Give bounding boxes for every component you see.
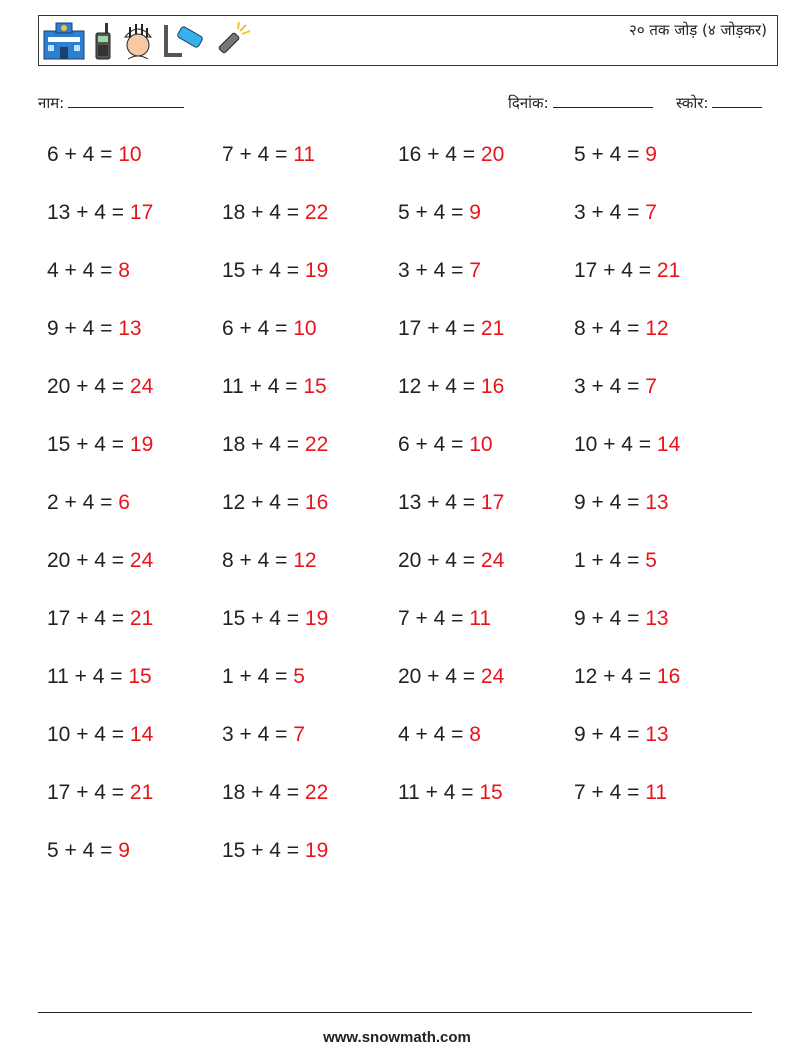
problem-answer: 21 bbox=[129, 781, 154, 804]
problem-answer: 6 bbox=[118, 491, 130, 514]
footer-url[interactable]: www.snowmath.com bbox=[323, 1029, 471, 1046]
problem-answer: 17 bbox=[480, 491, 505, 514]
problem-answer: 15 bbox=[128, 665, 152, 688]
problem-item bbox=[47, 723, 153, 747]
problem-item bbox=[222, 433, 328, 457]
score-label: स्कोर: bbox=[676, 94, 709, 112]
problem-item bbox=[574, 781, 667, 805]
problem-expression: 7 + 4 = bbox=[398, 607, 470, 630]
problem-answer: 5 bbox=[645, 549, 657, 572]
handcuffs-icon bbox=[162, 21, 206, 61]
problem-item bbox=[398, 375, 504, 399]
problem-answer: 24 bbox=[129, 549, 154, 572]
problem-answer: 16 bbox=[304, 491, 329, 514]
problem-expression: 18 + 4 = bbox=[222, 433, 305, 456]
problem-item bbox=[47, 375, 153, 399]
problem-answer: 8 bbox=[469, 723, 481, 746]
problem-item bbox=[47, 317, 142, 341]
problem-item bbox=[574, 201, 657, 225]
problem-expression: 4 + 4 = bbox=[47, 259, 119, 282]
problem-answer: 13 bbox=[118, 317, 142, 340]
problem-expression: 1 + 4 = bbox=[222, 665, 294, 688]
problem-answer: 14 bbox=[129, 723, 154, 746]
problem-answer: 9 bbox=[645, 143, 657, 166]
problem-item bbox=[574, 143, 657, 167]
problem-answer: 10 bbox=[118, 143, 142, 166]
problem-item bbox=[47, 839, 130, 863]
problem-item bbox=[574, 665, 680, 689]
problem-answer: 24 bbox=[480, 549, 505, 572]
footer-divider bbox=[38, 1012, 752, 1013]
problem-expression: 11 + 4 = bbox=[398, 781, 480, 804]
problem-item bbox=[222, 549, 317, 573]
problem-answer: 7 bbox=[645, 201, 657, 224]
problem-answer: 17 bbox=[129, 201, 154, 224]
problem-expression: 11 + 4 = bbox=[222, 375, 304, 398]
problem-item bbox=[398, 723, 481, 747]
date-label: दिनांक: bbox=[508, 94, 549, 112]
problem-item bbox=[222, 781, 328, 805]
problem-item bbox=[574, 375, 657, 399]
problem-item bbox=[398, 259, 481, 283]
problem-answer: 13 bbox=[645, 723, 669, 746]
problem-item bbox=[574, 433, 680, 457]
problem-expression: 18 + 4 = bbox=[222, 201, 305, 224]
problem-expression: 9 + 4 = bbox=[47, 317, 119, 340]
problem-expression: 20 + 4 = bbox=[398, 549, 481, 572]
problem-item bbox=[574, 549, 657, 573]
problem-expression: 8 + 4 = bbox=[222, 549, 294, 572]
problem-answer: 19 bbox=[129, 433, 154, 456]
problem-expression: 3 + 4 = bbox=[222, 723, 294, 746]
problem-answer: 19 bbox=[304, 839, 329, 862]
problem-expression: 15 + 4 = bbox=[222, 839, 305, 862]
problem-expression: 12 + 4 = bbox=[398, 375, 481, 398]
problem-expression: 20 + 4 = bbox=[47, 375, 130, 398]
problem-expression: 1 + 4 = bbox=[574, 549, 646, 572]
problem-answer: 12 bbox=[293, 549, 317, 572]
problem-expression: 20 + 4 = bbox=[398, 665, 481, 688]
problem-answer: 14 bbox=[656, 433, 681, 456]
problem-item bbox=[398, 433, 493, 457]
problem-expression: 17 + 4 = bbox=[47, 781, 130, 804]
problem-item bbox=[222, 839, 328, 863]
problem-answer: 5 bbox=[293, 665, 305, 688]
score-field bbox=[676, 93, 762, 113]
problem-item bbox=[398, 549, 504, 573]
problem-answer: 8 bbox=[118, 259, 130, 282]
problem-expression: 9 + 4 = bbox=[574, 491, 646, 514]
problem-answer: 12 bbox=[645, 317, 669, 340]
problem-item bbox=[574, 491, 669, 515]
problem-expression: 17 + 4 = bbox=[47, 607, 130, 630]
problem-item bbox=[398, 143, 504, 167]
problem-answer: 13 bbox=[645, 607, 669, 630]
problem-expression: 15 + 4 = bbox=[222, 259, 305, 282]
problem-item bbox=[574, 259, 680, 283]
problem-answer: 10 bbox=[469, 433, 493, 456]
name-label: नाम: bbox=[38, 94, 65, 112]
problem-item bbox=[222, 259, 328, 283]
problem-answer: 22 bbox=[304, 433, 329, 456]
problem-expression: 8 + 4 = bbox=[574, 317, 646, 340]
problem-answer: 19 bbox=[304, 259, 329, 282]
problem-answer: 24 bbox=[129, 375, 154, 398]
problem-expression: 10 + 4 = bbox=[574, 433, 657, 456]
problem-item bbox=[47, 781, 153, 805]
problem-expression: 17 + 4 = bbox=[398, 317, 481, 340]
problem-expression: 9 + 4 = bbox=[574, 723, 646, 746]
flashlight-icon bbox=[212, 21, 252, 61]
problem-answer: 21 bbox=[129, 607, 154, 630]
problem-answer: 11 bbox=[645, 781, 668, 804]
problem-item bbox=[222, 143, 315, 167]
problem-item bbox=[222, 201, 328, 225]
problem-expression: 2 + 4 = bbox=[47, 491, 119, 514]
problem-expression: 11 + 4 = bbox=[47, 665, 129, 688]
problem-answer: 22 bbox=[304, 201, 329, 224]
problem-answer: 24 bbox=[480, 665, 505, 688]
problem-expression: 4 + 4 = bbox=[398, 723, 470, 746]
problem-answer: 15 bbox=[479, 781, 503, 804]
problem-item bbox=[574, 723, 669, 747]
date-field bbox=[508, 93, 653, 113]
problem-answer: 19 bbox=[304, 607, 329, 630]
problem-expression: 15 + 4 = bbox=[222, 607, 305, 630]
problem-item bbox=[47, 491, 130, 515]
prisoner-icon bbox=[120, 21, 156, 61]
police-station-icon bbox=[42, 21, 86, 61]
walkie-talkie-icon bbox=[92, 21, 114, 61]
problem-expression: 13 + 4 = bbox=[398, 491, 481, 514]
problem-item bbox=[398, 665, 504, 689]
problem-expression: 20 + 4 = bbox=[47, 549, 130, 572]
problem-item bbox=[47, 143, 142, 167]
problem-answer: 15 bbox=[303, 375, 327, 398]
problem-answer: 16 bbox=[656, 665, 681, 688]
problem-item bbox=[222, 491, 328, 515]
problem-expression: 6 + 4 = bbox=[398, 433, 470, 456]
problem-answer: 13 bbox=[645, 491, 669, 514]
problem-expression: 15 + 4 = bbox=[47, 433, 130, 456]
header-icons bbox=[42, 19, 252, 63]
problem-item bbox=[47, 433, 153, 457]
problem-answer: 10 bbox=[293, 317, 317, 340]
problem-item bbox=[47, 201, 153, 225]
problem-answer: 9 bbox=[118, 839, 130, 862]
problem-item bbox=[222, 375, 327, 399]
name-blank[interactable] bbox=[68, 93, 184, 108]
problem-item bbox=[398, 607, 491, 631]
problem-answer: 21 bbox=[480, 317, 505, 340]
problem-answer: 16 bbox=[480, 375, 505, 398]
date-blank[interactable] bbox=[553, 93, 653, 108]
problem-item bbox=[398, 781, 503, 805]
problem-item bbox=[398, 491, 504, 515]
problem-expression: 7 + 4 = bbox=[222, 143, 294, 166]
problem-expression: 12 + 4 = bbox=[222, 491, 305, 514]
problem-item bbox=[47, 549, 153, 573]
problem-expression: 9 + 4 = bbox=[574, 607, 646, 630]
problem-expression: 6 + 4 = bbox=[222, 317, 294, 340]
problem-answer: 7 bbox=[293, 723, 305, 746]
problem-expression: 7 + 4 = bbox=[574, 781, 646, 804]
score-blank[interactable] bbox=[712, 93, 762, 108]
problem-expression: 5 + 4 = bbox=[574, 143, 646, 166]
worksheet-title: २० तक जोड़ (४ जोड़कर) bbox=[629, 21, 767, 39]
problem-expression: 6 + 4 = bbox=[47, 143, 119, 166]
problem-answer: 9 bbox=[469, 201, 481, 224]
problem-expression: 3 + 4 = bbox=[574, 375, 646, 398]
problem-expression: 12 + 4 = bbox=[574, 665, 657, 688]
problem-answer: 7 bbox=[469, 259, 481, 282]
worksheet-header bbox=[38, 15, 778, 66]
problem-item bbox=[222, 607, 328, 631]
problem-item bbox=[47, 665, 152, 689]
problem-expression: 5 + 4 = bbox=[398, 201, 470, 224]
problem-answer: 21 bbox=[656, 259, 681, 282]
problem-answer: 7 bbox=[645, 375, 657, 398]
problem-expression: 10 + 4 = bbox=[47, 723, 130, 746]
problem-expression: 5 + 4 = bbox=[47, 839, 119, 862]
problem-item bbox=[47, 607, 153, 631]
name-field bbox=[38, 93, 184, 113]
problem-item bbox=[222, 723, 305, 747]
problem-answer: 11 bbox=[469, 607, 492, 630]
problem-item bbox=[222, 665, 305, 689]
problem-item bbox=[574, 607, 669, 631]
problem-item bbox=[222, 317, 317, 341]
problem-expression: 3 + 4 = bbox=[574, 201, 646, 224]
problem-expression: 18 + 4 = bbox=[222, 781, 305, 804]
problem-item bbox=[398, 317, 504, 341]
problem-answer: 20 bbox=[480, 143, 505, 166]
problem-answer: 11 bbox=[293, 143, 316, 166]
problem-item bbox=[574, 317, 669, 341]
problem-expression: 13 + 4 = bbox=[47, 201, 130, 224]
problem-expression: 3 + 4 = bbox=[398, 259, 470, 282]
problem-expression: 17 + 4 = bbox=[574, 259, 657, 282]
problem-answer: 22 bbox=[304, 781, 329, 804]
problem-expression: 16 + 4 = bbox=[398, 143, 481, 166]
problem-item bbox=[398, 201, 481, 225]
problem-item bbox=[47, 259, 130, 283]
